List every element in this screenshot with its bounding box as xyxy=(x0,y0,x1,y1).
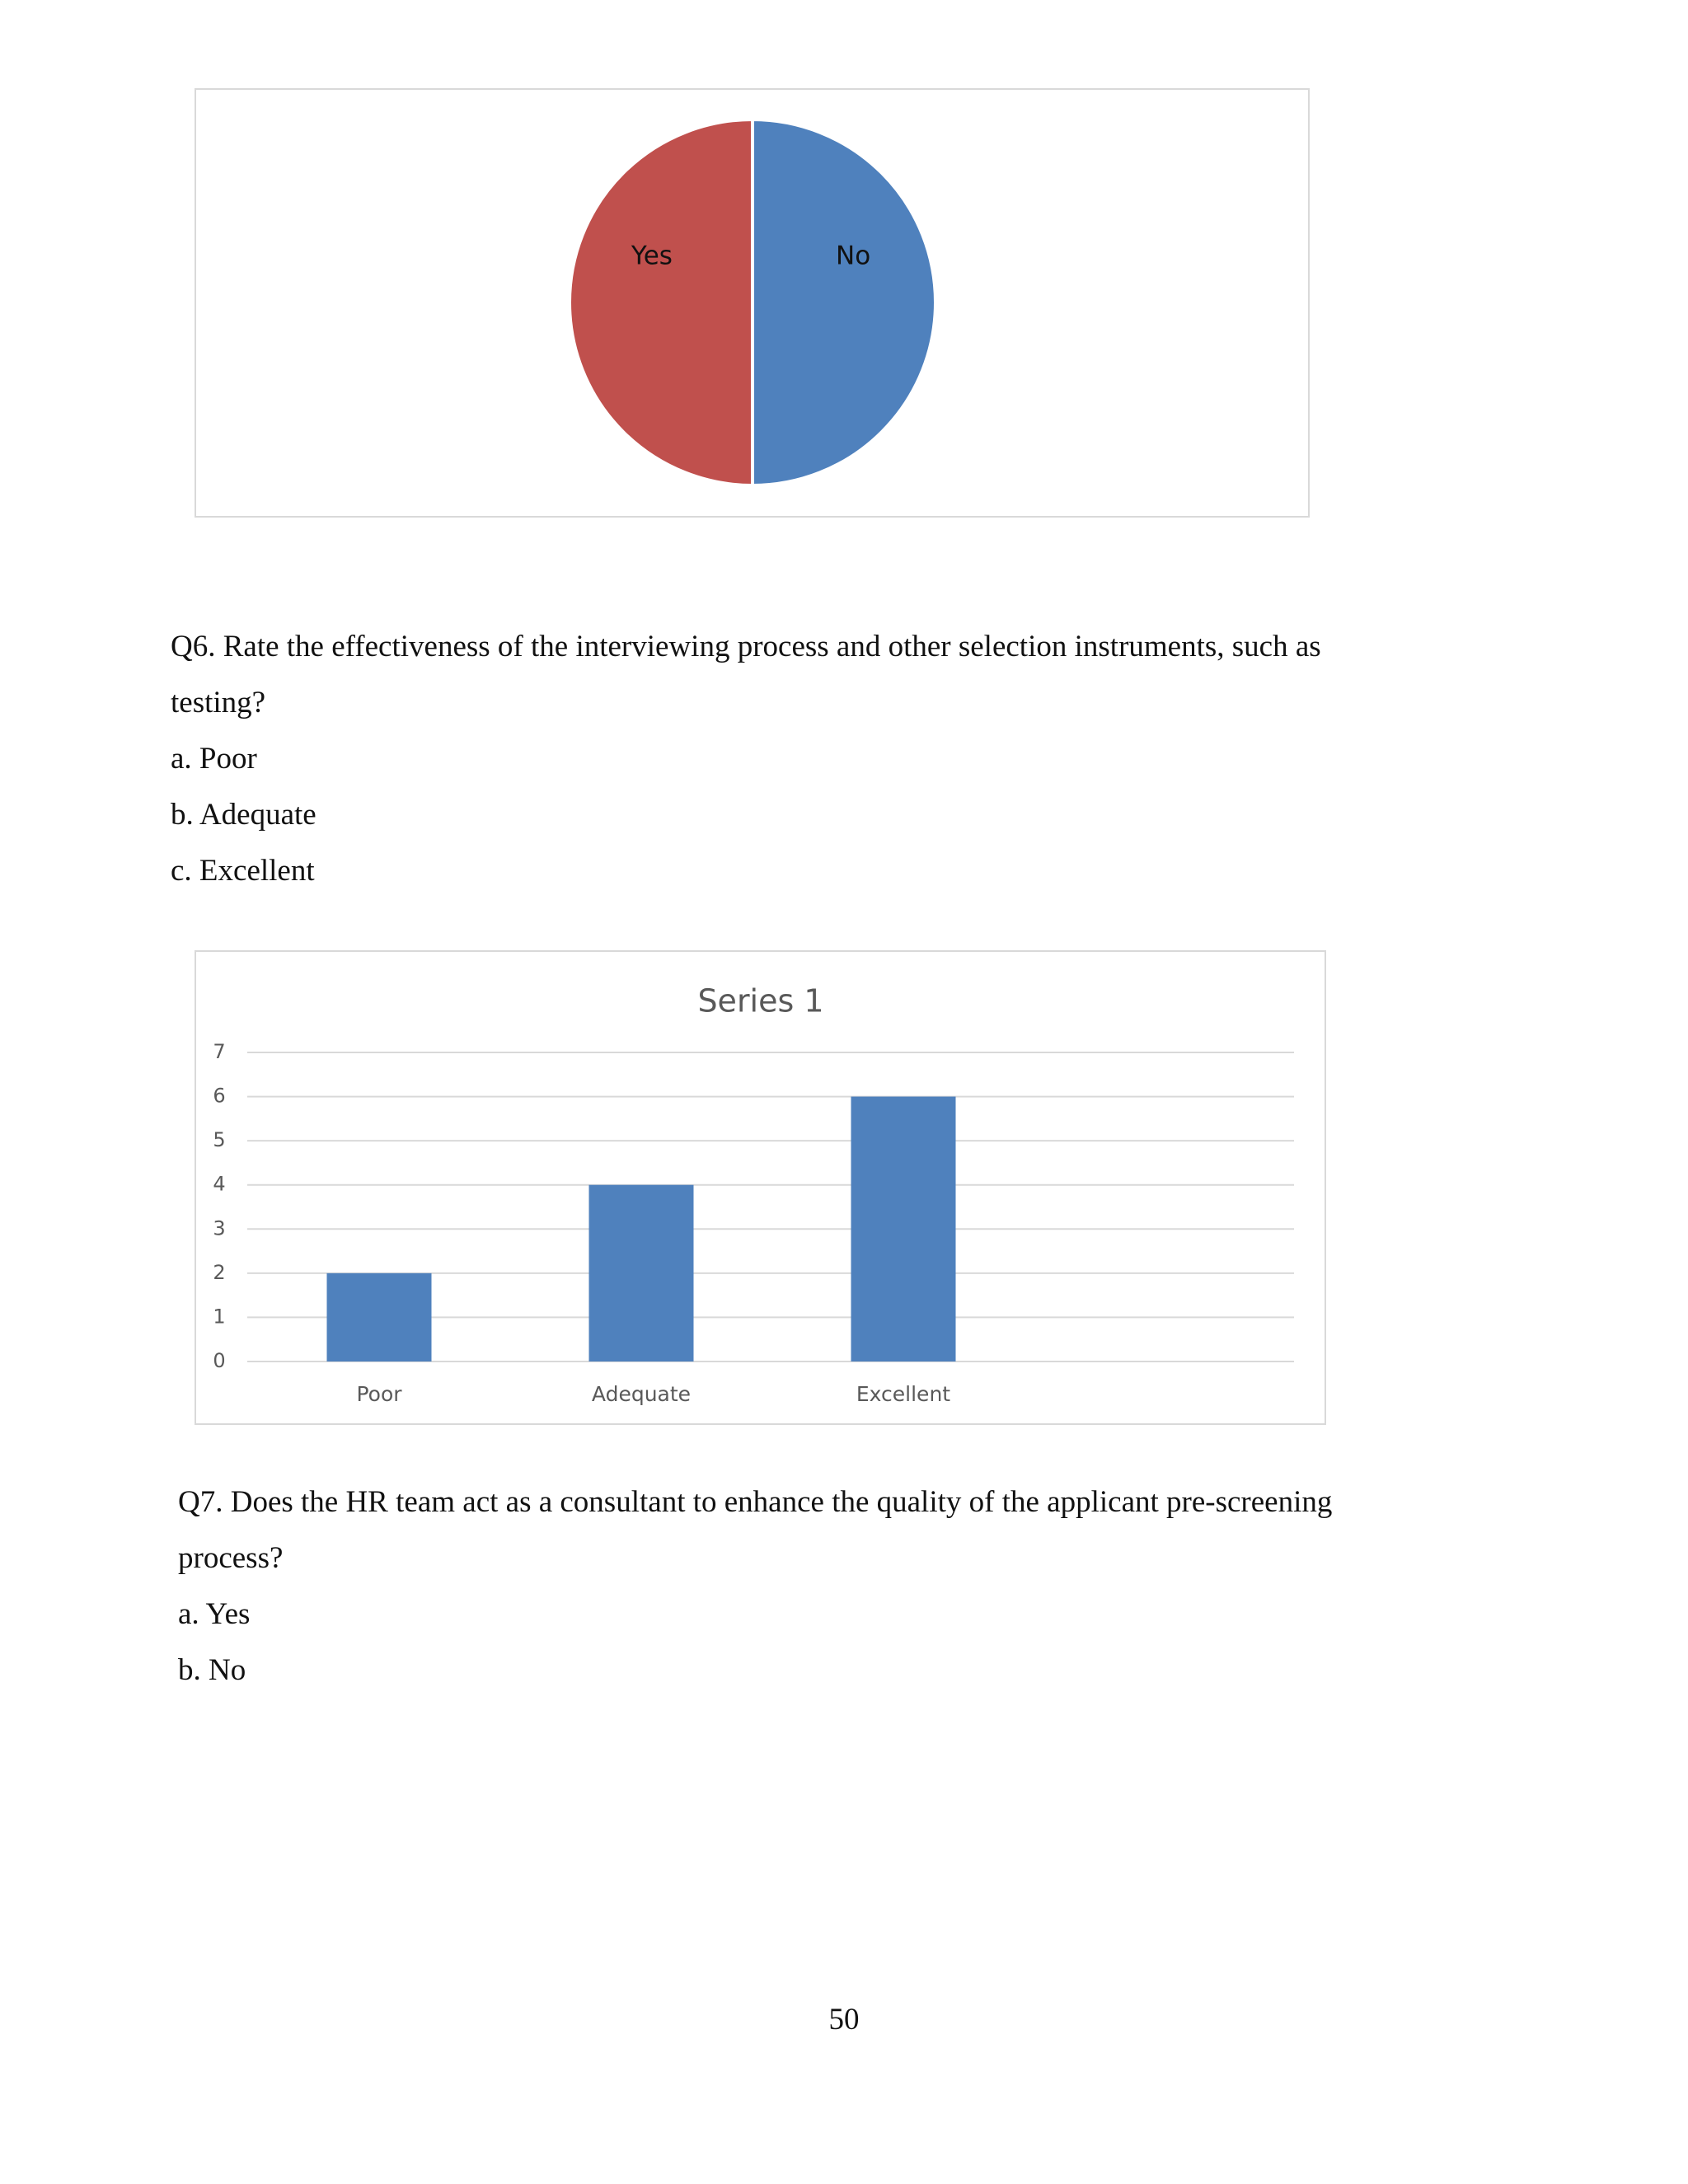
pie-slice-yes xyxy=(570,120,753,485)
x-tick-label: Excellent xyxy=(856,1382,951,1406)
bar-chart-title: Series 1 xyxy=(697,982,824,1019)
bar-adequate xyxy=(589,1185,694,1361)
bar-excellent xyxy=(851,1097,956,1361)
page-number: 50 xyxy=(828,2003,860,2036)
y-tick-label: 2 xyxy=(213,1260,226,1284)
question-6-text-line2: testing? xyxy=(171,686,266,719)
question-6-option-c: c. Excellent xyxy=(171,854,315,888)
y-tick-label: 6 xyxy=(213,1084,226,1108)
y-tick-label: 7 xyxy=(213,1040,226,1063)
question-7-option-b: b. No xyxy=(178,1653,246,1687)
pie-chart-frame xyxy=(195,88,1310,518)
bar-poor xyxy=(327,1273,432,1361)
question-6 xyxy=(171,619,1456,899)
y-tick-label: 1 xyxy=(213,1305,226,1329)
question-7-text-line2: process? xyxy=(178,1541,284,1575)
pie-chart xyxy=(196,90,1308,516)
pie-slice-no xyxy=(753,120,935,485)
bar-chart-frame xyxy=(195,950,1326,1425)
question-7-option-a: a. Yes xyxy=(178,1597,251,1631)
question-6-option-a: a. Poor xyxy=(171,742,257,776)
pie-label-yes: Yes xyxy=(631,241,673,271)
question-6-text-line1: Q6. Rate the effectiveness of the interviewing process and other selection instruments, such as xyxy=(171,630,1321,663)
y-tick-label: 4 xyxy=(213,1172,226,1196)
question-7-text-line1: Q7. Does the HR team act as a consultant to enhance the quality of the applicant pre-screening xyxy=(178,1485,1333,1519)
x-tick-label: Adequate xyxy=(591,1382,692,1406)
bar-chart xyxy=(196,952,1325,1423)
y-tick-label: 5 xyxy=(213,1128,226,1152)
x-tick-label: Poor xyxy=(356,1382,402,1406)
question-7 xyxy=(178,1474,1464,1699)
pie-label-no: No xyxy=(836,241,871,271)
y-tick-label: 0 xyxy=(213,1349,226,1372)
question-6-option-b: b. Adequate xyxy=(171,798,316,832)
y-tick-label: 3 xyxy=(213,1216,226,1240)
